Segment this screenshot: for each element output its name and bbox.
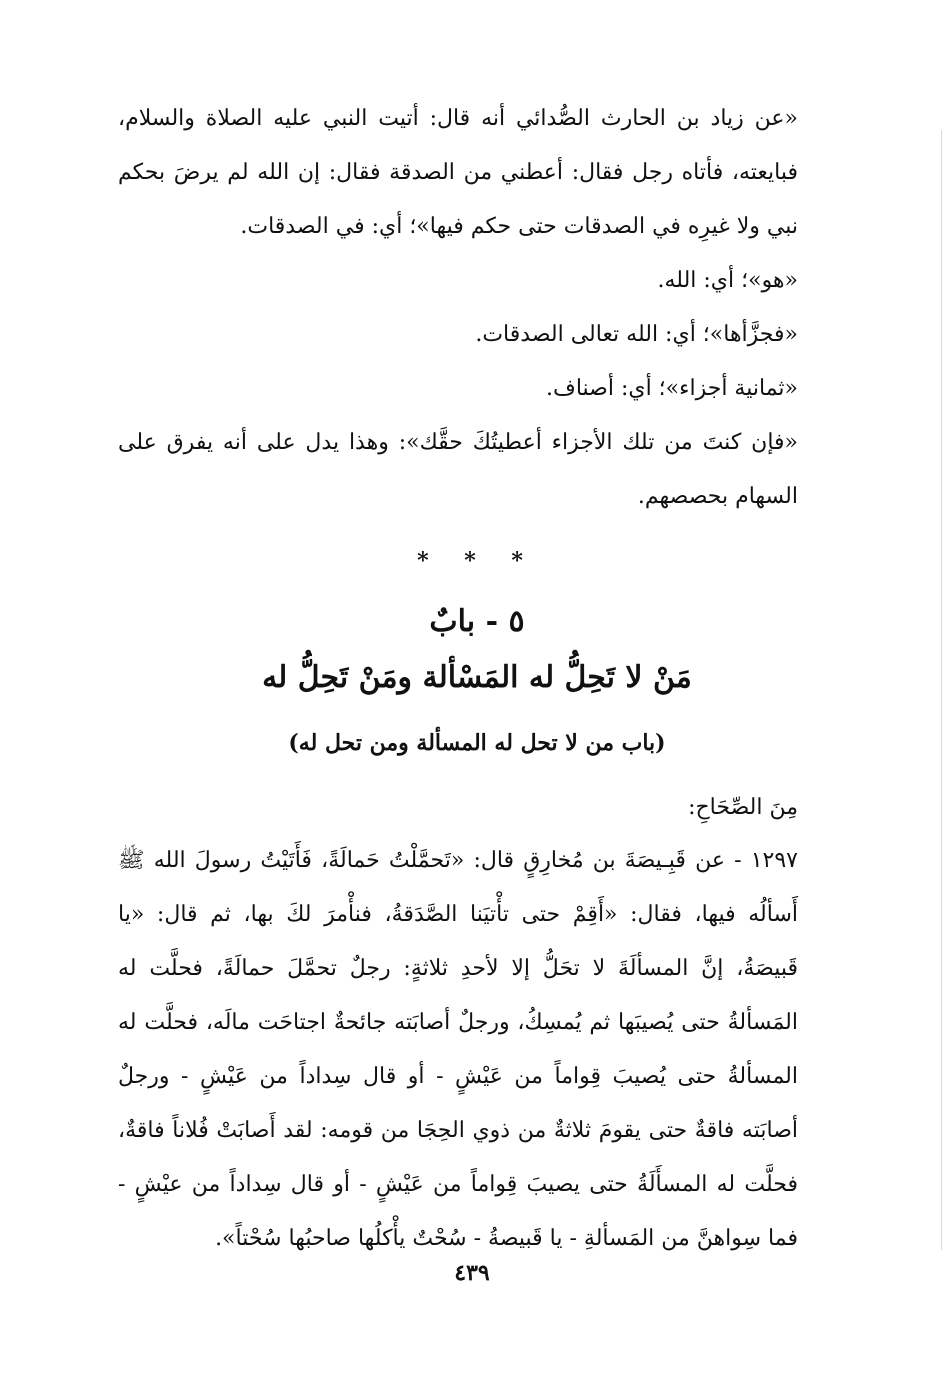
- section-label: مِنَ الصِّحَاحِ:: [688, 795, 798, 820]
- hadith-text: ١٢٩٧ - عن قَبِـيصَةَ بن مُخارِقٍ قال: «تَحمَّلْتُ حَمالَةً، فَأَتَيْتُ رسولَ الله ﷺ أَسألُه فيها، فقال: «أَقِمْ حتى تأْتيَنا الصَّدَقةُ، فنأْمرَ لكَ بها، ثم قال: «يا قَبيصَةُ، إنَّ المسألَةَ لا تحَلُّ إلا لأحدِ ثلاثةٍ: رجلٌ تحمَّلَ حمالَةً، فحلَّت له المَسألةُ حتى يُصيبَها ثم يُمسِكُ، ورجلٌ أصابَته جائحةٌ اجتاحَت مالَه، فحلَّت له المسألةُ حتى يُصيبَ قِواماً من عَيْشٍ - أو قال سِداداً من عَيْشٍ - ورجلٌ أصابَته فاقةٌ حتى يقومَ ثلاثةٌ من ذوي الحِجَا من قومه: لقد أَصابَتْ فُلاناً فاقةٌ، فحلَّت له المسأَلَةُ حتى يصيبَ قِواماً من عَيْشٍ - أو قال سِداداً من عيْشٍ - فما سِواهنَّ من المَسألةِ - يا قَبيصةُ - سُحْتٌ يأْكلُها صاحبُها سُحْتاً».: [118, 848, 798, 1251]
- commentary-paragraph-4: «ثمانية أجزاء»؛ أي: أصناف.: [546, 376, 798, 401]
- chapter-title: مَنْ لا تَحِلُّ له المَسْألة ومَنْ تَحِلُّ له: [262, 660, 692, 695]
- section-separator: * * *: [417, 548, 537, 574]
- page-edge-line: [941, 130, 942, 1250]
- commentary-paragraph-1: «عن زياد بن الحارث الصُّدائي أنه قال: أتيت النبي عليه الصلاة والسلام، فبايعته، فأتاه رجل فقال: أعطني من الصدقة فقال: إن الله لم يرضَ بحكم نبي ولا غيرِه في الصدقات حتى حكم فيها»؛ أي: في الصدقات.: [118, 106, 798, 239]
- chapter-number-heading: ٥ - بابٌ: [429, 604, 525, 639]
- commentary-paragraph-3: «فجزَّأها»؛ أي: الله تعالى الصدقات.: [475, 322, 798, 347]
- page-content: [118, 92, 836, 1266]
- page-number: ٤٣٩: [454, 1260, 490, 1286]
- commentary-paragraph-5: «فإن كنتَ من تلك الأجزاء أعطيتُكَ حقَّك»: وهذا يدل على أنه يفرق على السهام بحصصهم.: [118, 430, 798, 509]
- chapter-subtitle: (باب من لا تحل له المسألة ومن تحل له): [288, 730, 666, 756]
- commentary-paragraph-2: «هو»؛ أي: الله.: [657, 268, 798, 293]
